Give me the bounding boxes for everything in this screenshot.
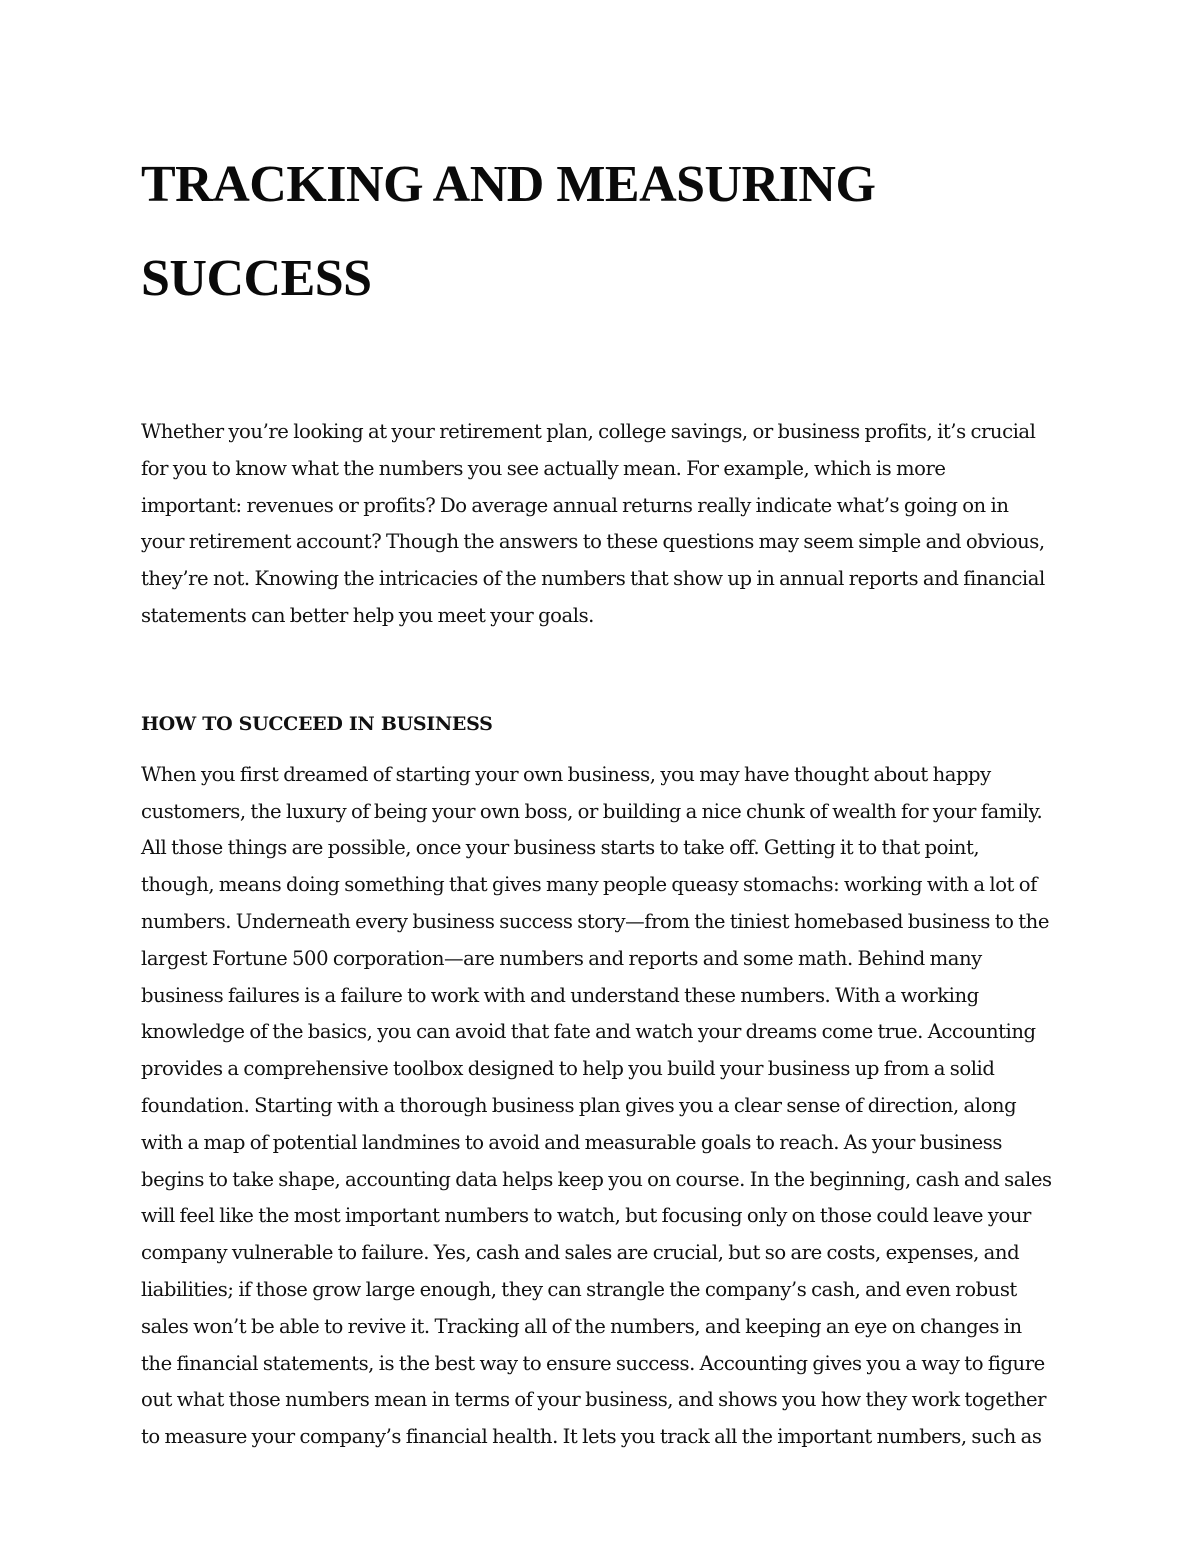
page-title <box>141 138 1061 326</box>
intro-paragraph <box>141 414 1061 635</box>
text-line: with a map of potential landmines to avoid and measurable goals to reach. As your business <box>141 1130 1002 1154</box>
title-line: TRACKING AND MEASURING <box>141 156 876 213</box>
text-line: liabilities; if those grow large enough, they can strangle the company’s cash, and even robust <box>141 1277 1017 1301</box>
text-line: company vulnerable to failure. Yes, cash and sales are crucial, but so are costs, expenses, and <box>141 1241 1020 1265</box>
text-line: All those things are possible, once your business starts to take off. Getting it to that point, <box>141 836 980 860</box>
text-line: out what those numbers mean in terms of your business, and shows you how they work together <box>141 1388 1047 1412</box>
document-page <box>141 138 1061 1456</box>
text-line: though, means doing something that gives many people queasy stomachs: working with a lot of <box>141 873 1037 897</box>
text-line: customers, the luxury of being your own boss, or building a nice chunk of wealth for your family. <box>141 799 1043 823</box>
text-line: they’re not. Knowing the intricacies of the numbers that show up in annual reports and financial <box>141 567 1045 591</box>
text-line: important: revenues or profits? Do average annual returns really indicate what’s going on in <box>141 493 1009 517</box>
text-line: knowledge of the basics, you can avoid that fate and watch your dreams come true. Accounting <box>141 1020 1036 1044</box>
text-line: begins to take shape, accounting data helps keep you on course. In the beginning, cash and sales <box>141 1167 1052 1191</box>
text-line: provides a comprehensive toolbox designed to help you build your business up from a solid <box>141 1057 995 1081</box>
text-line: Whether you’re looking at your retirement plan, college savings, or business profits, it’s crucial <box>141 420 1036 443</box>
text-line: to measure your company’s financial health. It lets you track all the important numbers, such as <box>141 1425 1042 1449</box>
text-line: sales won’t be able to revive it. Tracking all of the numbers, and keeping an eye on changes in <box>141 1314 1022 1338</box>
text-line: business failures is a failure to work with and understand these numbers. With a working <box>141 983 979 1007</box>
section-heading: HOW TO SUCCEED IN BUSINESS <box>141 712 493 735</box>
text-line: for you to know what the numbers you see actually mean. For example, which is more <box>141 456 946 480</box>
text-line: numbers. Underneath every business success story—from the tiniest homebased business to the <box>141 909 1049 933</box>
title-line: SUCCESS <box>141 250 372 307</box>
text-line: the financial statements, is the best way to ensure success. Accounting gives you a way to figure <box>141 1351 1045 1375</box>
text-line: statements can better help you meet your goals. <box>141 603 594 627</box>
text-line: foundation. Starting with a thorough business plan gives you a clear sense of direction, along <box>141 1093 1017 1117</box>
text-line: largest Fortune 500 corporation—are numbers and reports and some math. Behind many <box>141 946 982 970</box>
text-line: When you first dreamed of starting your own business, you may have thought about happy <box>141 762 991 786</box>
body-paragraph <box>141 757 1061 1456</box>
text-line: will feel like the most important numbers to watch, but focusing only on those could leave your <box>141 1204 1031 1228</box>
text-line: your retirement account? Though the answers to these questions may seem simple and obvious, <box>141 530 1045 554</box>
